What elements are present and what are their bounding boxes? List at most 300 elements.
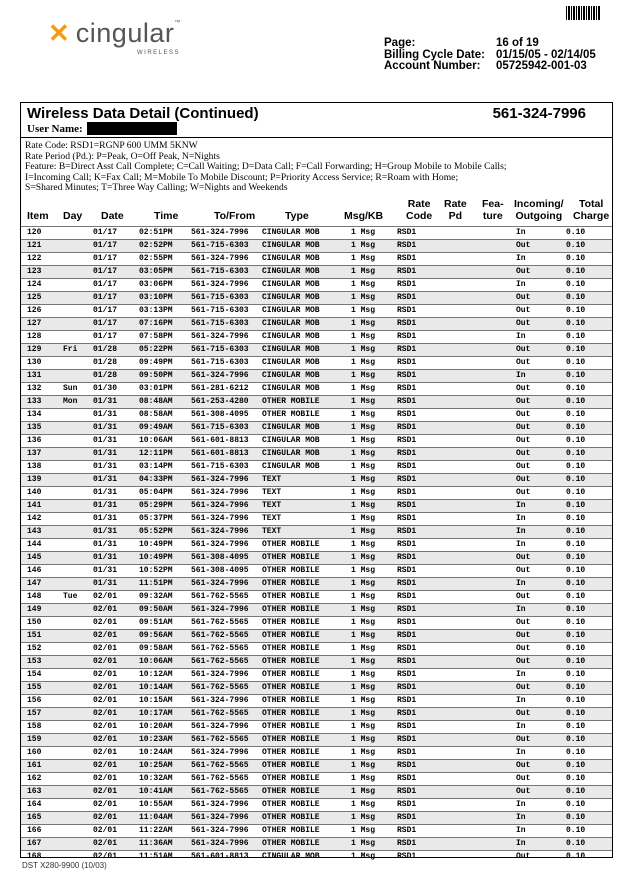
cell-rate-code: RSD1 xyxy=(397,695,417,705)
cell-to-from: 561-762-5565 xyxy=(191,773,249,783)
cell-to-from: 561-324-7996 xyxy=(191,578,249,588)
cell-date: 02/01 xyxy=(93,734,118,744)
cell-rate-code: RSD1 xyxy=(397,253,417,263)
cell-type: OTHER MOBILE xyxy=(262,682,320,692)
cell-date: 02/01 xyxy=(93,799,118,809)
table-row xyxy=(21,629,612,642)
table-row xyxy=(21,655,612,668)
cell-date: 01/17 xyxy=(93,240,118,250)
cell-time: 05:29PM xyxy=(139,500,173,510)
table-row xyxy=(21,772,612,785)
cell-type: CINGULAR MOB xyxy=(262,331,320,341)
cell-time: 02:55PM xyxy=(139,253,173,263)
cell-total-charge: 0.10 xyxy=(566,487,586,497)
cell-total-charge: 0.10 xyxy=(566,617,586,627)
table-row xyxy=(21,525,612,538)
table-row xyxy=(21,473,612,486)
cell-total-charge: 0.10 xyxy=(566,578,586,588)
cell-item: 133 xyxy=(27,396,42,406)
cell-in-out: Out xyxy=(516,786,531,796)
cell-type: TEXT xyxy=(262,474,282,484)
cell-rate-code: RSD1 xyxy=(397,760,417,770)
cell-rate-code: RSD1 xyxy=(397,266,417,276)
table-row xyxy=(21,252,612,265)
cell-in-out: In xyxy=(516,799,526,809)
cell-date: 01/30 xyxy=(93,383,118,393)
cell-to-from: 561-324-7996 xyxy=(191,227,249,237)
cell-in-out: Out xyxy=(516,682,531,692)
cell-item: 138 xyxy=(27,461,42,471)
cell-type: OTHER MOBILE xyxy=(262,760,320,770)
cell-time: 10:41AM xyxy=(139,786,173,796)
table-row xyxy=(21,317,612,330)
table-row xyxy=(21,668,612,681)
cell-type: TEXT xyxy=(262,487,282,497)
cell-in-out: Out xyxy=(516,591,531,601)
cell-msg-kb: 1 Msg xyxy=(351,227,376,237)
cell-type: CINGULAR MOB xyxy=(262,383,320,393)
table-row xyxy=(21,278,612,291)
col-rate-pd-1: Rate xyxy=(444,197,467,210)
legend-line: Feature: B=Direct Asst Call Complete; C=Call Waiting; D=Data Call; F=Call Forwarding; H=Group Mobile to Mobile Calls; xyxy=(25,161,507,173)
cell-date: 01/31 xyxy=(93,461,118,471)
cell-rate-code: RSD1 xyxy=(397,526,417,536)
cell-date: 01/31 xyxy=(93,435,118,445)
cell-item: 125 xyxy=(27,292,42,302)
cell-total-charge: 0.10 xyxy=(566,786,586,796)
cell-rate-code: RSD1 xyxy=(397,682,417,692)
cell-rate-code: RSD1 xyxy=(397,396,417,406)
cell-day: Sun xyxy=(63,383,78,393)
cell-type: OTHER MOBILE xyxy=(262,838,320,848)
cell-item: 154 xyxy=(27,669,42,679)
cell-to-from: 561-762-5565 xyxy=(191,786,249,796)
cell-to-from: 561-324-7996 xyxy=(191,331,249,341)
cell-time: 05:22PM xyxy=(139,344,173,354)
cell-to-from: 561-324-7996 xyxy=(191,825,249,835)
cell-msg-kb: 1 Msg xyxy=(351,734,376,744)
cell-to-from: 561-762-5565 xyxy=(191,630,249,640)
cell-date: 02/01 xyxy=(93,669,118,679)
cell-time: 10:06AM xyxy=(139,435,173,445)
cell-day: Fri xyxy=(63,344,78,354)
cell-item: 142 xyxy=(27,513,42,523)
page-value: 16 of 19 xyxy=(496,37,539,49)
col-total-charge xyxy=(573,198,609,222)
cell-to-from: 561-715-6303 xyxy=(191,305,249,315)
cell-msg-kb: 1 Msg xyxy=(351,851,376,861)
cell-in-out: Out xyxy=(516,617,531,627)
cell-date: 02/01 xyxy=(93,708,118,718)
table-row xyxy=(21,226,612,239)
cell-time: 02:51PM xyxy=(139,227,173,237)
cell-msg-kb: 1 Msg xyxy=(351,708,376,718)
cell-time: 03:05PM xyxy=(139,266,173,276)
cell-date: 01/31 xyxy=(93,500,118,510)
cell-total-charge: 0.10 xyxy=(566,344,586,354)
cell-rate-code: RSD1 xyxy=(397,461,417,471)
cell-time: 10:06AM xyxy=(139,656,173,666)
legend-line: I=Incoming Call; K=Fax Call; M=Mobile To Mobile Discount; P=Priority Access Service; R=Roam with Home; xyxy=(25,171,459,183)
table-row xyxy=(21,798,612,811)
cell-rate-code: RSD1 xyxy=(397,227,417,237)
cell-in-out: In xyxy=(516,604,526,614)
col-msgkb: Msg/KB xyxy=(344,209,384,222)
table-row xyxy=(21,265,612,278)
cell-total-charge: 0.10 xyxy=(566,435,586,445)
cell-in-out: Out xyxy=(516,318,531,328)
cell-type: OTHER MOBILE xyxy=(262,669,320,679)
cell-item: 158 xyxy=(27,721,42,731)
table-row xyxy=(21,824,612,837)
cell-date: 02/01 xyxy=(93,604,118,614)
cell-total-charge: 0.10 xyxy=(566,305,586,315)
table-row xyxy=(21,343,612,356)
cingular-logo: ✕ cingular ™ WIRELESS xyxy=(48,18,181,56)
table-row xyxy=(21,603,612,616)
col-in-out-1: Incoming/ xyxy=(514,197,564,210)
cell-type: OTHER MOBILE xyxy=(262,409,320,419)
cell-item: 124 xyxy=(27,279,42,289)
cell-in-out: Out xyxy=(516,487,531,497)
cell-rate-code: RSD1 xyxy=(397,604,417,614)
cell-type: OTHER MOBILE xyxy=(262,812,320,822)
cell-rate-code: RSD1 xyxy=(397,630,417,640)
table-row xyxy=(21,733,612,746)
cell-item: 121 xyxy=(27,240,42,250)
cell-msg-kb: 1 Msg xyxy=(351,357,376,367)
cell-msg-kb: 1 Msg xyxy=(351,617,376,627)
table-row xyxy=(21,759,612,772)
cell-item: 152 xyxy=(27,643,42,653)
cell-msg-kb: 1 Msg xyxy=(351,747,376,757)
table-row xyxy=(21,811,612,824)
cell-in-out: Out xyxy=(516,565,531,575)
cell-total-charge: 0.10 xyxy=(566,227,586,237)
cell-msg-kb: 1 Msg xyxy=(351,383,376,393)
cell-to-from: 561-324-7996 xyxy=(191,474,249,484)
cell-to-from: 561-715-6303 xyxy=(191,344,249,354)
cell-total-charge: 0.10 xyxy=(566,604,586,614)
cell-to-from: 561-762-5565 xyxy=(191,656,249,666)
cell-time: 10:32AM xyxy=(139,773,173,783)
cell-msg-kb: 1 Msg xyxy=(351,331,376,341)
cell-in-out: Out xyxy=(516,435,531,445)
cell-rate-code: RSD1 xyxy=(397,565,417,575)
cell-type: CINGULAR MOB xyxy=(262,305,320,315)
cell-time: 09:58AM xyxy=(139,643,173,653)
cell-in-out: Out xyxy=(516,656,531,666)
account-value: 05725942-001-03 xyxy=(496,60,587,72)
cell-rate-code: RSD1 xyxy=(397,747,417,757)
cell-date: 01/31 xyxy=(93,578,118,588)
cell-date: 02/01 xyxy=(93,851,118,861)
cell-msg-kb: 1 Msg xyxy=(351,786,376,796)
cell-item: 168 xyxy=(27,851,42,861)
cell-in-out: In xyxy=(516,279,526,289)
cell-item: 145 xyxy=(27,552,42,562)
cell-time: 09:50PM xyxy=(139,370,173,380)
cell-type: OTHER MOBILE xyxy=(262,565,320,575)
cell-in-out: In xyxy=(516,669,526,679)
cell-date: 01/28 xyxy=(93,370,118,380)
redacted-name xyxy=(87,122,177,135)
cell-item: 130 xyxy=(27,357,42,367)
cell-total-charge: 0.10 xyxy=(566,318,586,328)
table-row xyxy=(21,291,612,304)
cell-to-from: 561-324-7996 xyxy=(191,279,249,289)
cell-in-out: Out xyxy=(516,552,531,562)
table-row xyxy=(21,447,612,460)
cell-type: CINGULAR MOB xyxy=(262,292,320,302)
cell-msg-kb: 1 Msg xyxy=(351,682,376,692)
cell-rate-code: RSD1 xyxy=(397,721,417,731)
legend-line: S=Shared Minutes; T=Three Way Calling; W=Nights and Weekends xyxy=(25,182,288,194)
cell-total-charge: 0.10 xyxy=(566,747,586,757)
cell-item: 159 xyxy=(27,734,42,744)
user-name xyxy=(27,122,177,135)
cell-in-out: In xyxy=(516,695,526,705)
col-rate-code-2: Code xyxy=(406,209,433,222)
table-row xyxy=(21,395,612,408)
cell-type: CINGULAR MOB xyxy=(262,370,320,380)
cell-item: 127 xyxy=(27,318,42,328)
cell-to-from: 561-324-7996 xyxy=(191,721,249,731)
cell-time: 07:58PM xyxy=(139,331,173,341)
data-detail-section xyxy=(20,102,613,861)
cell-type: OTHER MOBILE xyxy=(262,786,320,796)
cell-time: 11:36AM xyxy=(139,838,173,848)
cell-rate-code: RSD1 xyxy=(397,591,417,601)
cell-item: 141 xyxy=(27,500,42,510)
col-date: Date xyxy=(101,209,124,222)
cell-type: CINGULAR MOB xyxy=(262,435,320,445)
cell-to-from: 561-324-7996 xyxy=(191,500,249,510)
cell-type: OTHER MOBILE xyxy=(262,604,320,614)
cell-rate-code: RSD1 xyxy=(397,578,417,588)
cell-date: 02/01 xyxy=(93,656,118,666)
cell-to-from: 561-281-6212 xyxy=(191,383,249,393)
cell-rate-code: RSD1 xyxy=(397,825,417,835)
cell-msg-kb: 1 Msg xyxy=(351,279,376,289)
table-body xyxy=(21,226,612,863)
cell-item: 167 xyxy=(27,838,42,848)
account-info xyxy=(384,38,596,73)
cell-msg-kb: 1 Msg xyxy=(351,240,376,250)
cell-time: 10:23AM xyxy=(139,734,173,744)
barcode xyxy=(566,6,600,20)
cell-type: CINGULAR MOB xyxy=(262,227,320,237)
cell-in-out: In xyxy=(516,578,526,588)
cell-in-out: In xyxy=(516,539,526,549)
table-row xyxy=(21,434,612,447)
table-row xyxy=(21,304,612,317)
cell-time: 07:16PM xyxy=(139,318,173,328)
cell-day: Tue xyxy=(63,591,78,601)
cell-total-charge: 0.10 xyxy=(566,656,586,666)
logo-sub: WIRELESS xyxy=(137,50,181,56)
cell-in-out: In xyxy=(516,721,526,731)
cell-date: 02/01 xyxy=(93,812,118,822)
table-row xyxy=(21,369,612,382)
cell-item: 131 xyxy=(27,370,42,380)
cell-time: 05:37PM xyxy=(139,513,173,523)
cell-in-out: Out xyxy=(516,383,531,393)
cell-in-out: Out xyxy=(516,760,531,770)
cell-date: 01/31 xyxy=(93,552,118,562)
cell-type: OTHER MOBILE xyxy=(262,825,320,835)
cell-rate-code: RSD1 xyxy=(397,331,417,341)
cell-total-charge: 0.10 xyxy=(566,838,586,848)
cell-to-from: 561-762-5565 xyxy=(191,708,249,718)
cell-msg-kb: 1 Msg xyxy=(351,773,376,783)
cell-type: OTHER MOBILE xyxy=(262,539,320,549)
cell-time: 05:52PM xyxy=(139,526,173,536)
legend xyxy=(21,138,612,197)
cell-in-out: In xyxy=(516,812,526,822)
cell-in-out: Out xyxy=(516,474,531,484)
cycle-label: Billing Cycle Date: xyxy=(384,48,485,61)
cell-rate-code: RSD1 xyxy=(397,487,417,497)
cell-msg-kb: 1 Msg xyxy=(351,318,376,328)
cell-rate-code: RSD1 xyxy=(397,656,417,666)
cell-time: 03:06PM xyxy=(139,279,173,289)
cell-in-out: In xyxy=(516,253,526,263)
cell-to-from: 561-324-7996 xyxy=(191,812,249,822)
cingular-x-icon: ✕ xyxy=(48,18,70,48)
cell-in-out: Out xyxy=(516,773,531,783)
cell-type: OTHER MOBILE xyxy=(262,578,320,588)
cycle-value: 01/15/05 - 02/14/05 xyxy=(496,48,596,61)
cell-in-out: Out xyxy=(516,461,531,471)
cell-in-out: Out xyxy=(516,305,531,315)
cell-msg-kb: 1 Msg xyxy=(351,396,376,406)
cell-rate-code: RSD1 xyxy=(397,500,417,510)
cell-type: OTHER MOBILE xyxy=(262,643,320,653)
cell-to-from: 561-715-6303 xyxy=(191,266,249,276)
cell-date: 02/01 xyxy=(93,591,118,601)
cell-total-charge: 0.10 xyxy=(566,721,586,731)
cell-msg-kb: 1 Msg xyxy=(351,799,376,809)
cell-date: 01/17 xyxy=(93,305,118,315)
table-row xyxy=(21,460,612,473)
cell-item: 148 xyxy=(27,591,42,601)
cell-total-charge: 0.10 xyxy=(566,266,586,276)
cell-date: 01/31 xyxy=(93,526,118,536)
page-label: Page: xyxy=(384,37,416,49)
cell-date: 02/01 xyxy=(93,721,118,731)
cell-total-charge: 0.10 xyxy=(566,708,586,718)
cell-rate-code: RSD1 xyxy=(397,552,417,562)
col-time: Time xyxy=(154,209,179,222)
col-total-charge-2: Charge xyxy=(573,209,610,222)
cell-in-out: Out xyxy=(516,643,531,653)
cell-rate-code: RSD1 xyxy=(397,357,417,367)
cell-date: 01/17 xyxy=(93,279,118,289)
cell-type: OTHER MOBILE xyxy=(262,773,320,783)
cell-total-charge: 0.10 xyxy=(566,552,586,562)
table-row xyxy=(21,785,612,798)
cell-date: 01/17 xyxy=(93,292,118,302)
cell-type: OTHER MOBILE xyxy=(262,708,320,718)
cell-type: OTHER MOBILE xyxy=(262,396,320,406)
cell-date: 02/01 xyxy=(93,617,118,627)
cell-type: CINGULAR MOB xyxy=(262,422,320,432)
cell-rate-code: RSD1 xyxy=(397,435,417,445)
cell-to-from: 561-601-8813 xyxy=(191,435,249,445)
cell-type: CINGULAR MOB xyxy=(262,253,320,263)
cell-item: 144 xyxy=(27,539,42,549)
table-row xyxy=(21,421,612,434)
col-item: Item xyxy=(27,209,49,222)
col-rate-code-1: Rate xyxy=(407,197,431,210)
cell-time: 11:51PM xyxy=(139,578,173,588)
cell-total-charge: 0.10 xyxy=(566,773,586,783)
col-in-out xyxy=(514,198,564,222)
cell-rate-code: RSD1 xyxy=(397,734,417,744)
legend-line: Rate Period (Pd.): P=Peak, O=Off Peak, N=Nights xyxy=(25,150,220,162)
cell-time: 11:04AM xyxy=(139,812,173,822)
cell-date: 01/31 xyxy=(93,539,118,549)
user-name-label: User Name: xyxy=(27,123,83,135)
table-row xyxy=(21,330,612,343)
cell-type: CINGULAR MOB xyxy=(262,266,320,276)
table-row xyxy=(21,707,612,720)
cell-msg-kb: 1 Msg xyxy=(351,292,376,302)
cell-to-from: 561-308-4095 xyxy=(191,565,249,575)
section-title: Wireless Data Detail (Continued) xyxy=(27,105,259,122)
cell-msg-kb: 1 Msg xyxy=(351,266,376,276)
cell-to-from: 561-715-6303 xyxy=(191,292,249,302)
cell-to-from: 561-308-4095 xyxy=(191,552,249,562)
cell-date: 01/28 xyxy=(93,357,118,367)
col-rate-code xyxy=(406,198,432,222)
cell-type: OTHER MOBILE xyxy=(262,630,320,640)
cell-to-from: 561-324-7996 xyxy=(191,604,249,614)
cell-msg-kb: 1 Msg xyxy=(351,370,376,380)
cell-total-charge: 0.10 xyxy=(566,669,586,679)
table-row xyxy=(21,551,612,564)
cell-total-charge: 0.10 xyxy=(566,253,586,263)
cell-msg-kb: 1 Msg xyxy=(351,721,376,731)
cell-msg-kb: 1 Msg xyxy=(351,474,376,484)
col-feature-1: Fea- xyxy=(482,197,504,210)
cell-msg-kb: 1 Msg xyxy=(351,825,376,835)
cell-total-charge: 0.10 xyxy=(566,734,586,744)
table-row xyxy=(21,577,612,590)
cell-to-from: 561-715-6303 xyxy=(191,422,249,432)
table-row xyxy=(21,382,612,395)
cell-date: 02/01 xyxy=(93,838,118,848)
cell-total-charge: 0.10 xyxy=(566,513,586,523)
cell-rate-code: RSD1 xyxy=(397,292,417,302)
cell-msg-kb: 1 Msg xyxy=(351,344,376,354)
cell-item: 137 xyxy=(27,448,42,458)
cell-date: 01/17 xyxy=(93,331,118,341)
cell-item: 166 xyxy=(27,825,42,835)
cell-time: 10:25AM xyxy=(139,760,173,770)
table-row xyxy=(21,642,612,655)
table-row xyxy=(21,590,612,603)
cell-rate-code: RSD1 xyxy=(397,383,417,393)
cell-total-charge: 0.10 xyxy=(566,279,586,289)
cell-msg-kb: 1 Msg xyxy=(351,760,376,770)
cell-to-from: 561-762-5565 xyxy=(191,682,249,692)
cell-type: CINGULAR MOB xyxy=(262,279,320,289)
table-row xyxy=(21,837,612,850)
cell-in-out: Out xyxy=(516,851,531,861)
cell-total-charge: 0.10 xyxy=(566,448,586,458)
